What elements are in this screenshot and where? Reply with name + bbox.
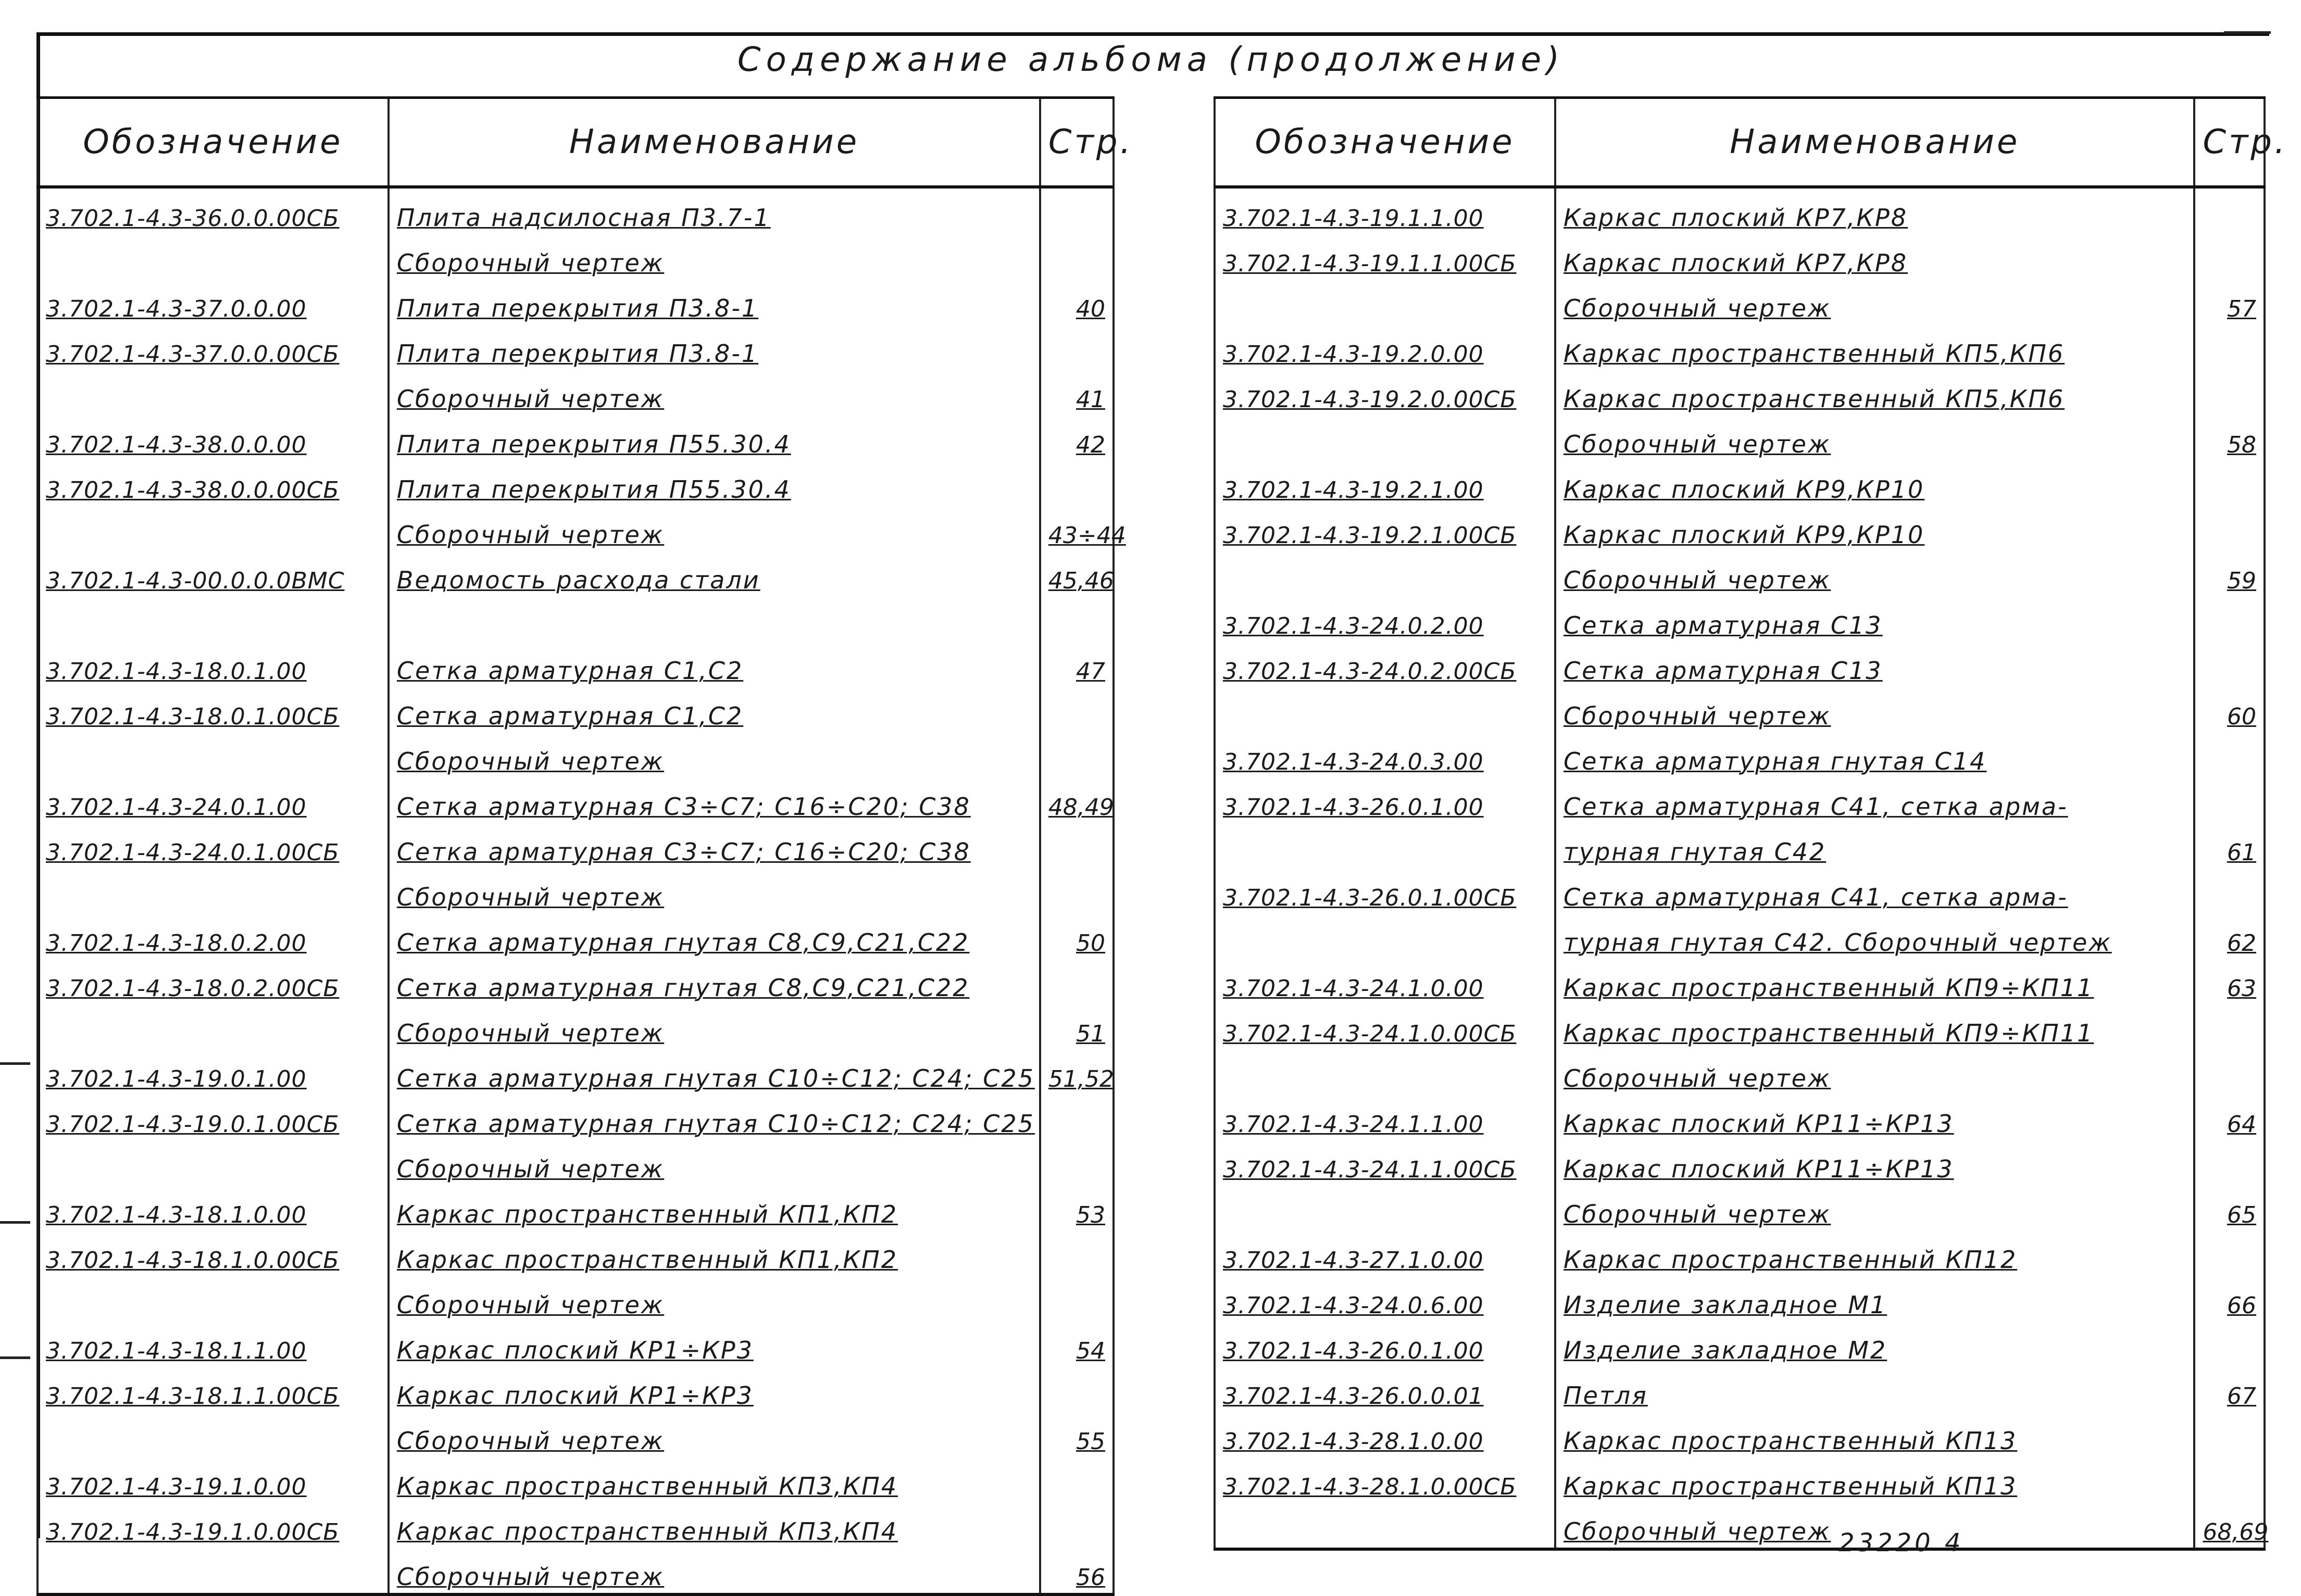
table-row (1215, 324, 2265, 370)
page-cell: 59 (2194, 551, 2265, 596)
name-cell: Каркас плоский КР1÷КР3 (389, 1366, 1040, 1412)
name-cell: Каркас пространственный КП5,КП6 (1555, 370, 2194, 415)
name-cell: Каркас пространственный КП9÷КП11 (1555, 1004, 2194, 1049)
table-row (1215, 1502, 2265, 1549)
name-cell: Ведомость расхода стали (389, 551, 1040, 596)
designation-cell: 3.702.1-4.3-18.0.1.00СБ (37, 687, 389, 732)
table-row (37, 460, 1114, 506)
page-cell (1040, 1366, 1114, 1412)
name-cell: Сетка арматурная С1,С2 (389, 642, 1040, 687)
name-cell: Каркас плоский КР1÷КР3 (389, 1321, 1040, 1366)
name-cell: Сборочный чертеж (389, 506, 1040, 551)
table-row (1215, 1095, 2265, 1140)
page-cell (1040, 1502, 1114, 1548)
page-cell: 43÷44 (1040, 506, 1114, 551)
header-designation: Обозначение (1215, 98, 1555, 187)
name-cell: турная гнутая С42 (1555, 823, 2194, 868)
header-name: Наименование (1555, 98, 2194, 187)
page-cell (1040, 1230, 1114, 1276)
name-cell: Плита надсилосная П3.7-1 (389, 187, 1040, 234)
page-cell: 55 (1040, 1412, 1114, 1457)
page-cell: 47 (1040, 642, 1114, 687)
page-cell (1040, 823, 1114, 868)
name-cell: Каркас пространственный КП9÷КП11 (1555, 959, 2194, 1004)
page-cell: 67 (2194, 1366, 2265, 1412)
table-row (1215, 1230, 2265, 1276)
table-row (1215, 460, 2265, 506)
table-row (1215, 1140, 2265, 1185)
table-row (37, 415, 1114, 460)
name-cell: Сетка арматурная гнутая С8,С9,С21,С22 (389, 913, 1040, 959)
designation-cell: 3.702.1-4.3-18.1.1.00 (37, 1321, 389, 1366)
table-row (37, 551, 1114, 596)
table-row (37, 913, 1114, 959)
designation-cell: 3.702.1-4.3-19.1.1.00 (1215, 187, 1555, 234)
designation-cell (1215, 687, 1555, 732)
name-cell: Сборочный чертеж (389, 1548, 1040, 1594)
page-cell (2194, 187, 2265, 234)
page-cell: 56 (1040, 1548, 1114, 1594)
designation-cell: 3.702.1-4.3-24.0.3.00 (1215, 732, 1555, 777)
page-cell (2194, 324, 2265, 370)
table-row (1215, 551, 2265, 596)
table-row (1215, 1004, 2265, 1049)
page-cell (2194, 596, 2265, 642)
table-row (37, 687, 1114, 732)
name-cell: Изделие закладное М2 (1555, 1321, 2194, 1366)
name-cell: Сетка арматурная гнутая С10÷С12; С24; С25 (389, 1049, 1040, 1095)
designation-cell: 3.702.1-4.3-38.0.0.00СБ (37, 460, 389, 506)
page-cell (2194, 1230, 2265, 1276)
page-cell: 66 (2194, 1276, 2265, 1321)
designation-cell (37, 1004, 389, 1049)
name-cell: Сетка арматурная С1,С2 (389, 687, 1040, 732)
page-cell (1040, 187, 1114, 234)
page-title: Содержание альбома (продолжение) (737, 41, 1565, 79)
table-row (37, 642, 1114, 687)
page-cell: 62 (2194, 913, 2265, 959)
page-cell: 40 (1040, 279, 1114, 324)
designation-cell (1215, 1185, 1555, 1230)
table-row (1215, 1321, 2265, 1366)
table-row (1215, 1457, 2265, 1502)
name-cell: Каркас плоский КР11÷КР13 (1555, 1095, 2194, 1140)
page-cell (1040, 868, 1114, 913)
table-row (1215, 959, 2265, 1004)
page-cell: 68,69 (2194, 1502, 2265, 1549)
table-row (37, 732, 1114, 777)
designation-cell: 3.702.1-4.3-24.0.6.00 (1215, 1276, 1555, 1321)
designation-cell (37, 234, 389, 279)
designation-cell: 3.702.1-4.3-19.0.1.00СБ (37, 1095, 389, 1140)
table-row (1215, 234, 2265, 279)
table-row (37, 1412, 1114, 1457)
page-cell (2194, 1049, 2265, 1095)
designation-cell: 3.702.1-4.3-24.1.1.00СБ (1215, 1140, 1555, 1185)
name-cell: Сборочный чертеж (1555, 1502, 2194, 1549)
page-cell: 63 (2194, 959, 2265, 1004)
name-cell: Петля (1555, 1366, 2194, 1412)
name-cell: Сетка арматурная гнутая С14 (1555, 732, 2194, 777)
table-row (1215, 370, 2265, 415)
name-cell: Каркас плоский КР9,КР10 (1555, 460, 2194, 506)
page-cell (2194, 642, 2265, 687)
designation-cell: 3.702.1-4.3-26.0.1.00 (1215, 777, 1555, 823)
name-cell: Каркас пространственный КП3,КП4 (389, 1457, 1040, 1502)
header-designation: Обозначение (37, 98, 389, 187)
designation-cell (1215, 551, 1555, 596)
name-cell: Каркас плоский КР7,КР8 (1555, 187, 2194, 234)
designation-cell (1215, 823, 1555, 868)
designation-cell (1215, 913, 1555, 959)
designation-cell: 3.702.1-4.3-19.0.1.00 (37, 1049, 389, 1095)
page-cell (1040, 1140, 1114, 1185)
designation-cell (1215, 279, 1555, 324)
page-cell: 41 (1040, 370, 1114, 415)
table-row (37, 1276, 1114, 1321)
name-cell: Плита перекрытия П55.30.4 (389, 460, 1040, 506)
name-cell: Сборочный чертеж (1555, 687, 2194, 732)
name-cell: Сборочный чертеж (389, 1004, 1040, 1049)
name-cell: Сборочный чертеж (1555, 1185, 2194, 1230)
page-cell: 64 (2194, 1095, 2265, 1140)
designation-cell: 3.702.1-4.3-26.0.1.00СБ (1215, 868, 1555, 913)
page-cell (1040, 324, 1114, 370)
table-row (1215, 1049, 2265, 1095)
table-row (37, 777, 1114, 823)
page-cell: 54 (1040, 1321, 1114, 1366)
name-cell: Сборочный чертеж (389, 1412, 1040, 1457)
designation-cell (1215, 1049, 1555, 1095)
designation-cell: 3.702.1-4.3-19.2.1.00СБ (1215, 506, 1555, 551)
name-cell: Каркас пространственный КП1,КП2 (389, 1185, 1040, 1230)
designation-cell (1215, 415, 1555, 460)
name-cell: Каркас пространственный КП12 (1555, 1230, 2194, 1276)
table-row (37, 596, 1114, 642)
designation-cell: 3.702.1-4.3-26.0.1.00 (1215, 1321, 1555, 1366)
contents-table-left (36, 96, 1133, 1596)
table-row (1215, 506, 2265, 551)
designation-cell: 3.702.1-4.3-18.0.2.00 (37, 913, 389, 959)
name-cell: Сетка арматурная С3÷С7; С16÷С20; С38 (389, 823, 1040, 868)
designation-cell: 3.702.1-4.3-18.0.2.00СБ (37, 959, 389, 1004)
page-cell: 57 (2194, 279, 2265, 324)
table-row (37, 1004, 1114, 1049)
page-cell (1040, 1095, 1114, 1140)
page-cell (2194, 732, 2265, 777)
name-cell: Каркас пространственный КП3,КП4 (389, 1502, 1040, 1548)
page-cell (2194, 1412, 2265, 1457)
page-cell (1040, 959, 1114, 1004)
name-cell: Сборочный чертеж (1555, 279, 2194, 324)
designation-cell (1215, 1502, 1555, 1549)
table-row (37, 1457, 1114, 1502)
table-header-row (1215, 98, 2265, 187)
designation-cell: 3.702.1-4.3-00.0.0.0ВМС (37, 551, 389, 596)
page-cell (2194, 460, 2265, 506)
name-cell: Сетка арматурная С13 (1555, 642, 2194, 687)
table-row (37, 234, 1114, 279)
margin-mark (0, 1221, 30, 1224)
table-row (1215, 823, 2265, 868)
page-cell (2194, 506, 2265, 551)
page-cell (2194, 1004, 2265, 1049)
table-row (1215, 596, 2265, 642)
page-cell: 48,49 (1040, 777, 1114, 823)
designation-cell (37, 1548, 389, 1594)
designation-cell: 3.702.1-4.3-19.1.0.00СБ (37, 1502, 389, 1548)
name-cell: Каркас пространственный КП13 (1555, 1457, 2194, 1502)
name-cell: Сборочный чертеж (389, 732, 1040, 777)
name-cell: Сборочный чертеж (389, 234, 1040, 279)
table-row (37, 1502, 1114, 1548)
name-cell: Сборочный чертеж (389, 868, 1040, 913)
table-row (1215, 1185, 2265, 1230)
page-cell (2194, 1321, 2265, 1366)
designation-cell: 3.702.1-4.3-37.0.0.00СБ (37, 324, 389, 370)
name-cell: Сетка арматурная С41, сетка арма- (1555, 777, 2194, 823)
name-cell: Плита перекрытия П3.8-1 (389, 324, 1040, 370)
designation-cell (37, 1412, 389, 1457)
table-row (37, 868, 1114, 913)
designation-cell: 3.702.1-4.3-19.2.0.00 (1215, 324, 1555, 370)
margin-mark (0, 1062, 30, 1065)
page-cell (2194, 1140, 2265, 1185)
page-cell: 42 (1040, 415, 1114, 460)
page-cell (2194, 370, 2265, 415)
contents-table-right (1214, 96, 2288, 1551)
name-cell (389, 596, 1040, 642)
page-cell (1040, 687, 1114, 732)
designation-cell: 3.702.1-4.3-36.0.0.00СБ (37, 187, 389, 234)
designation-cell: 3.702.1-4.3-24.0.1.00 (37, 777, 389, 823)
page-cell (1040, 460, 1114, 506)
designation-cell (37, 1140, 389, 1185)
name-cell: Каркас пространственный КП1,КП2 (389, 1230, 1040, 1276)
page-cell: 60 (2194, 687, 2265, 732)
page-cell (2194, 868, 2265, 913)
designation-cell: 3.702.1-4.3-24.0.1.00СБ (37, 823, 389, 868)
designation-cell (37, 1276, 389, 1321)
page-cell: 65 (2194, 1185, 2265, 1230)
table-row (37, 823, 1114, 868)
name-cell: Каркас плоский КР11÷КР13 (1555, 1140, 2194, 1185)
corner-mark (2224, 31, 2271, 34)
table-row (37, 187, 1114, 234)
table-row (1215, 1366, 2265, 1412)
designation-cell: 3.702.1-4.3-24.1.0.00 (1215, 959, 1555, 1004)
margin-mark (0, 1356, 30, 1359)
name-cell: Каркас пространственный КП13 (1555, 1412, 2194, 1457)
name-cell: Сборочный чертеж (389, 1140, 1040, 1185)
table-row (1215, 913, 2265, 959)
page-cell (1040, 234, 1114, 279)
designation-cell (37, 370, 389, 415)
page-cell (2194, 1457, 2265, 1502)
name-cell: Сетка арматурная гнутая С8,С9,С21,С22 (389, 959, 1040, 1004)
table-row (1215, 187, 2265, 234)
table-row (37, 324, 1114, 370)
table-row (1215, 279, 2265, 324)
table-row (37, 1366, 1114, 1412)
table-row (37, 1548, 1114, 1594)
table-row (37, 1321, 1114, 1366)
page-cell: 61 (2194, 823, 2265, 868)
designation-cell: 3.702.1-4.3-26.0.0.01 (1215, 1366, 1555, 1412)
table-row (1215, 642, 2265, 687)
name-cell: Сборочный чертеж (389, 1276, 1040, 1321)
page-cell (2194, 234, 2265, 279)
designation-cell: 3.702.1-4.3-19.1.1.00СБ (1215, 234, 1555, 279)
page-cell: 53 (1040, 1185, 1114, 1230)
table-row (37, 1095, 1114, 1140)
page-cell: 58 (2194, 415, 2265, 460)
name-cell: Сборочный чертеж (1555, 1049, 2194, 1095)
name-cell: Плита перекрытия П3.8-1 (389, 279, 1040, 324)
header-page: Стр. (1040, 98, 1114, 187)
table-header-row (37, 98, 1114, 187)
table-row (37, 370, 1114, 415)
name-cell: Плита перекрытия П55.30.4 (389, 415, 1040, 460)
designation-cell: 3.702.1-4.3-19.2.0.00СБ (1215, 370, 1555, 415)
table-row (37, 506, 1114, 551)
designation-cell: 3.702.1-4.3-27.1.0.00 (1215, 1230, 1555, 1276)
designation-cell: 3.702.1-4.3-24.1.0.00СБ (1215, 1004, 1555, 1049)
designation-cell (37, 596, 389, 642)
designation-cell (37, 732, 389, 777)
table-row (1215, 732, 2265, 777)
name-cell: Сборочный чертеж (1555, 415, 2194, 460)
sheet-number: 23220 4 (1839, 1528, 1964, 1557)
table-row (1215, 687, 2265, 732)
table-row (1215, 415, 2265, 460)
designation-cell: 3.702.1-4.3-18.1.0.00СБ (37, 1230, 389, 1276)
designation-cell (37, 868, 389, 913)
name-cell: турная гнутая С42. Сборочный чертеж (1555, 913, 2194, 959)
page-cell (1040, 732, 1114, 777)
table-row (37, 1140, 1114, 1185)
designation-cell: 3.702.1-4.3-24.0.2.00СБ (1215, 642, 1555, 687)
designation-cell: 3.702.1-4.3-18.0.1.00 (37, 642, 389, 687)
page-cell: 51,52 (1040, 1049, 1114, 1095)
name-cell: Каркас плоский КР7,КР8 (1555, 234, 2194, 279)
table-row (37, 279, 1114, 324)
designation-cell: 3.702.1-4.3-18.1.1.00СБ (37, 1366, 389, 1412)
page-cell (1040, 596, 1114, 642)
designation-cell: 3.702.1-4.3-19.2.1.00 (1215, 460, 1555, 506)
header-page: Стр. (2194, 98, 2265, 187)
page-cell: 51 (1040, 1004, 1114, 1049)
designation-cell: 3.702.1-4.3-19.1.0.00 (37, 1457, 389, 1502)
page-cell (2194, 777, 2265, 823)
table-row (1215, 868, 2265, 913)
name-cell: Каркас пространственный КП5,КП6 (1555, 324, 2194, 370)
designation-cell (37, 506, 389, 551)
designation-cell: 3.702.1-4.3-24.1.1.00 (1215, 1095, 1555, 1140)
table-row (37, 1230, 1114, 1276)
name-cell: Сетка арматурная С3÷С7; С16÷С20; С38 (389, 777, 1040, 823)
designation-cell: 3.702.1-4.3-28.1.0.00 (1215, 1412, 1555, 1457)
table-row (1215, 777, 2265, 823)
designation-cell: 3.702.1-4.3-24.0.2.00 (1215, 596, 1555, 642)
page-cell (1040, 1276, 1114, 1321)
name-cell: Сетка арматурная С13 (1555, 596, 2194, 642)
name-cell: Изделие закладное М1 (1555, 1276, 2194, 1321)
table-row (1215, 1412, 2265, 1457)
table-row (37, 1185, 1114, 1230)
designation-cell: 3.702.1-4.3-28.1.0.00СБ (1215, 1457, 1555, 1502)
page-cell (1040, 1457, 1114, 1502)
name-cell: Каркас плоский КР9,КР10 (1555, 506, 2194, 551)
table-row (37, 959, 1114, 1004)
name-cell: Сборочный чертеж (389, 370, 1040, 415)
page-cell: 50 (1040, 913, 1114, 959)
name-cell: Сборочный чертеж (1555, 551, 2194, 596)
table-row (1215, 1276, 2265, 1321)
header-name: Наименование (389, 98, 1040, 187)
table-row (37, 1049, 1114, 1095)
name-cell: Сетка арматурная гнутая С10÷С12; С24; С25 (389, 1095, 1040, 1140)
designation-cell: 3.702.1-4.3-38.0.0.00 (37, 415, 389, 460)
page-cell: 45,46 (1040, 551, 1114, 596)
designation-cell: 3.702.1-4.3-18.1.0.00 (37, 1185, 389, 1230)
designation-cell: 3.702.1-4.3-37.0.0.00 (37, 279, 389, 324)
name-cell: Сетка арматурная С41, сетка арма- (1555, 868, 2194, 913)
